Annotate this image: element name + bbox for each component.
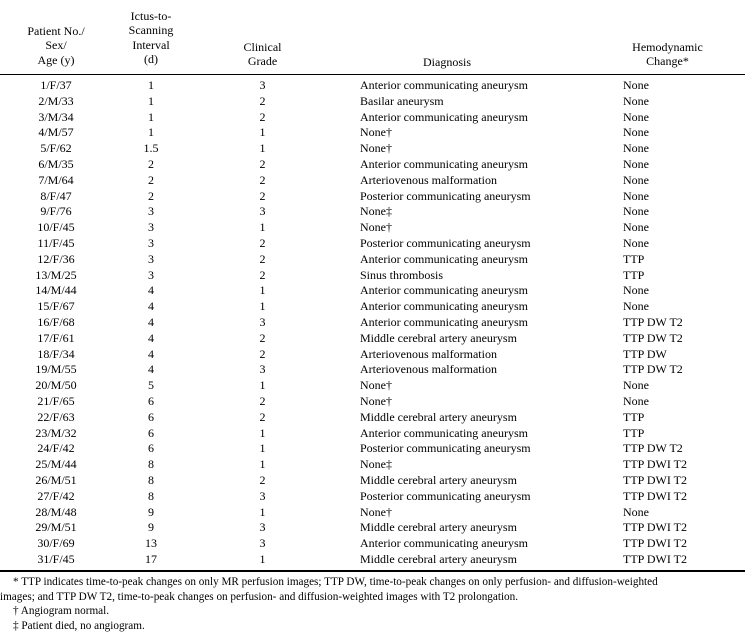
cell-grade: 1	[259, 378, 266, 393]
cell-grade: 2	[259, 109, 266, 124]
cell-patient: 11/F/45	[37, 235, 75, 250]
cell-patient: 20/M/50	[35, 378, 77, 393]
cell-diagnosis: None‡	[360, 204, 392, 219]
cell-diagnosis: Arteriovenous malformation	[360, 362, 497, 377]
table-row	[0, 552, 745, 568]
table-row	[0, 394, 745, 410]
cell-grade: 2	[259, 346, 266, 361]
cell-hemodynamic: TTP DW T2	[623, 314, 683, 329]
cell-diagnosis: None†	[360, 393, 392, 408]
cell-diagnosis: None†	[360, 504, 392, 519]
cell-patient: 30/F/69	[37, 536, 75, 551]
table-row	[0, 315, 745, 331]
cell-diagnosis: Anterior communicating aneurysm	[360, 251, 528, 266]
cell-diagnosis: Anterior communicating aneurysm	[360, 78, 528, 92]
cell-hemodynamic: TTP	[623, 425, 645, 440]
table-row	[0, 331, 745, 347]
table-body	[0, 78, 745, 568]
cell-patient: 21/F/65	[37, 393, 75, 408]
footnotes	[0, 575, 745, 633]
cell-hemodynamic: TTP DW T2	[623, 362, 683, 377]
cell-ictus: 1	[148, 109, 154, 124]
cell-hemodynamic: TTP DWI T2	[623, 488, 687, 503]
cell-diagnosis: Anterior communicating aneurysm	[360, 109, 528, 124]
cell-ictus: 3	[148, 204, 154, 219]
cell-diagnosis: Basilar aneurysm	[360, 93, 444, 108]
cell-grade: 2	[259, 393, 266, 408]
cell-diagnosis: None†	[360, 125, 392, 140]
cell-diagnosis: Arteriovenous malformation	[360, 172, 497, 187]
cell-patient: 10/F/45	[37, 220, 75, 235]
cell-grade: 2	[259, 330, 266, 345]
cell-patient: 15/F/67	[37, 299, 75, 314]
table-row	[0, 173, 745, 189]
cell-grade: 2	[259, 472, 266, 487]
cell-hemodynamic: None	[623, 156, 649, 171]
cell-patient: 19/M/55	[35, 362, 77, 377]
cell-grade: 1	[259, 425, 266, 440]
cell-hemodynamic: None	[623, 172, 649, 187]
footnote-star-line2: images; and TTP DW T2, time-to-peak changes on perfusion- and diffusion-weighted images with T2 prolongation.	[0, 590, 519, 603]
cell-diagnosis: Anterior communicating aneurysm	[360, 299, 528, 314]
table-row	[0, 410, 745, 426]
table-row	[0, 457, 745, 473]
cell-grade: 3	[259, 314, 266, 329]
cell-diagnosis: Middle cerebral artery aneurysm	[360, 330, 517, 345]
cell-diagnosis: Middle cerebral artery aneurysm	[360, 472, 517, 487]
cell-patient: 18/F/34	[37, 346, 75, 361]
cell-patient: 25/M/44	[35, 457, 77, 472]
cell-patient: 27/F/42	[37, 488, 75, 503]
cell-patient: 13/M/25	[35, 267, 77, 282]
cell-diagnosis: Posterior communicating aneurysm	[360, 488, 531, 503]
table-row	[0, 362, 745, 378]
cell-grade: 3	[259, 362, 266, 377]
cell-patient: 17/F/61	[37, 330, 75, 345]
cell-patient: 16/F/68	[37, 314, 75, 329]
cell-patient: 9/F/76	[40, 204, 72, 219]
cell-patient: 31/F/45	[37, 551, 75, 566]
cell-hemodynamic: None	[623, 283, 649, 298]
cell-patient: 22/F/63	[37, 409, 75, 424]
cell-ictus: 1.5	[143, 141, 159, 156]
table-row	[0, 189, 745, 205]
cell-grade: 1	[259, 441, 266, 456]
cell-hemodynamic: None	[623, 78, 649, 92]
cell-grade: 2	[259, 172, 266, 187]
cell-hemodynamic: None	[623, 220, 649, 235]
cell-grade: 2	[259, 93, 266, 108]
cell-ictus: 9	[148, 520, 154, 535]
footnote-double-dagger: ‡ Patient died, no angiogram.	[13, 619, 145, 632]
cell-ictus: 6	[148, 441, 154, 456]
header-patient: Patient No./ Sex/ Age (y)	[27, 24, 85, 67]
table-row	[0, 426, 745, 442]
cell-grade: 2	[259, 188, 266, 203]
cell-hemodynamic: None	[623, 125, 649, 140]
cell-patient: 8/F/47	[40, 188, 72, 203]
cell-ictus: 6	[148, 409, 154, 424]
cell-ictus: 6	[148, 425, 154, 440]
cell-hemodynamic: TTP DW T2	[623, 330, 683, 345]
table-row	[0, 505, 745, 521]
table-row	[0, 141, 745, 157]
cell-ictus: 4	[148, 299, 154, 314]
table-row	[0, 441, 745, 457]
cell-grade: 3	[259, 520, 266, 535]
cell-hemodynamic: None	[623, 204, 649, 219]
cell-ictus: 4	[148, 346, 154, 361]
cell-grade: 1	[259, 504, 266, 519]
cell-grade: 3	[259, 204, 266, 219]
table-row	[0, 489, 745, 505]
cell-ictus: 3	[148, 267, 154, 282]
cell-hemodynamic: None	[623, 141, 649, 156]
cell-ictus: 4	[148, 283, 154, 298]
cell-ictus: 2	[148, 188, 154, 203]
cell-patient: 23/M/32	[35, 425, 77, 440]
cell-hemodynamic: None	[623, 378, 649, 393]
cell-hemodynamic: TTP	[623, 267, 645, 282]
cell-ictus: 2	[148, 172, 154, 187]
cell-hemodynamic: TTP	[623, 409, 645, 424]
cell-ictus: 8	[148, 488, 154, 503]
cell-diagnosis: Sinus thrombosis	[360, 267, 444, 282]
cell-grade: 1	[259, 299, 266, 314]
cell-grade: 1	[259, 283, 266, 298]
cell-patient: 5/F/62	[40, 141, 72, 156]
cell-grade: 2	[259, 251, 266, 266]
header-diagnosis: Diagnosis	[423, 55, 471, 69]
cell-diagnosis: Arteriovenous malformation	[360, 346, 497, 361]
cell-ictus: 4	[148, 314, 154, 329]
table-row	[0, 378, 745, 394]
cell-diagnosis: Posterior communicating aneurysm	[360, 188, 531, 203]
cell-hemodynamic: None	[623, 235, 649, 250]
cell-grade: 2	[259, 267, 266, 282]
table-bottom-rule	[0, 570, 745, 572]
cell-diagnosis: None†	[360, 220, 392, 235]
cell-diagnosis: Middle cerebral artery aneurysm	[360, 520, 517, 535]
cell-grade: 3	[259, 78, 266, 92]
cell-grade: 3	[259, 488, 266, 503]
header-hemodynamic: Hemodynamic Change*	[632, 40, 703, 69]
cell-hemodynamic: TTP	[623, 251, 645, 266]
cell-ictus: 1	[148, 93, 154, 108]
cell-hemodynamic: TTP DWI T2	[623, 551, 687, 566]
cell-ictus: 1	[148, 125, 154, 140]
cell-hemodynamic: None	[623, 393, 649, 408]
cell-patient: 3/M/34	[38, 109, 74, 124]
cell-patient: 4/M/57	[38, 125, 74, 140]
cell-ictus: 6	[148, 393, 154, 408]
cell-ictus: 17	[145, 551, 157, 566]
table-row	[0, 252, 745, 268]
cell-grade: 2	[259, 409, 266, 424]
cell-patient: 24/F/42	[37, 441, 75, 456]
cell-grade: 2	[259, 235, 266, 250]
table-row	[0, 220, 745, 236]
cell-grade: 1	[259, 141, 266, 156]
table-row	[0, 268, 745, 284]
cell-hemodynamic: TTP DWI T2	[623, 520, 687, 535]
cell-diagnosis: Middle cerebral artery aneurysm	[360, 551, 517, 566]
footnote-dagger: † Angiogram normal.	[13, 605, 110, 618]
cell-patient: 28/M/48	[35, 504, 77, 519]
cell-patient: 1/F/37	[40, 78, 72, 92]
cell-patient: 12/F/36	[37, 251, 75, 266]
table-row	[0, 347, 745, 363]
cell-hemodynamic: TTP DWI T2	[623, 472, 687, 487]
table-row	[0, 536, 745, 552]
cell-patient: 2/M/33	[38, 93, 74, 108]
cell-diagnosis: None‡	[360, 457, 392, 472]
table-row	[0, 78, 745, 94]
cell-ictus: 4	[148, 330, 154, 345]
cell-patient: 29/M/51	[35, 520, 77, 535]
cell-hemodynamic: None	[623, 109, 649, 124]
table-header	[0, 0, 745, 74]
cell-hemodynamic: TTP DW	[623, 346, 667, 361]
cell-ictus: 8	[148, 457, 154, 472]
table-row	[0, 236, 745, 252]
cell-ictus: 8	[148, 472, 154, 487]
cell-diagnosis: Middle cerebral artery aneurysm	[360, 409, 517, 424]
header-rule	[0, 74, 745, 75]
cell-ictus: 3	[148, 251, 154, 266]
cell-diagnosis: Posterior communicating aneurysm	[360, 441, 531, 456]
table-row	[0, 125, 745, 141]
table-row	[0, 299, 745, 315]
cell-grade: 1	[259, 220, 266, 235]
table-row	[0, 110, 745, 126]
cell-hemodynamic: None	[623, 93, 649, 108]
footnote-star-line1: * TTP indicates time-to-peak changes on only MR perfusion images; TTP DW, time-to-peak changes on only perfusion- and diffusion-weighted	[13, 576, 658, 588]
table-row	[0, 204, 745, 220]
header-grade: Clinical Grade	[243, 40, 282, 69]
cell-hemodynamic: None	[623, 504, 649, 519]
cell-diagnosis: Anterior communicating aneurysm	[360, 425, 528, 440]
cell-ictus: 1	[148, 78, 154, 92]
cell-patient: 7/M/64	[38, 172, 74, 187]
cell-patient: 26/M/51	[35, 472, 77, 487]
cell-ictus: 3	[148, 235, 154, 250]
table-row	[0, 520, 745, 536]
cell-grade: 1	[259, 125, 266, 140]
cell-ictus: 13	[145, 536, 157, 551]
cell-ictus: 9	[148, 504, 154, 519]
cell-diagnosis: Posterior communicating aneurysm	[360, 235, 531, 250]
cell-hemodynamic: None	[623, 299, 649, 314]
cell-diagnosis: Anterior communicating aneurysm	[360, 314, 528, 329]
cell-ictus: 5	[148, 378, 154, 393]
cell-grade: 1	[259, 457, 266, 472]
table-row	[0, 157, 745, 173]
cell-diagnosis: None†	[360, 141, 392, 156]
cell-hemodynamic: TTP DW T2	[623, 441, 683, 456]
cell-ictus: 4	[148, 362, 154, 377]
cell-patient: 14/M/44	[35, 283, 77, 298]
cell-hemodynamic: TTP DWI T2	[623, 457, 687, 472]
cell-ictus: 2	[148, 156, 154, 171]
cell-diagnosis: Anterior communicating aneurysm	[360, 156, 528, 171]
cell-grade: 2	[259, 156, 266, 171]
table-row	[0, 283, 745, 299]
header-ictus: Ictus-to- Scanning Interval (d)	[128, 9, 174, 67]
cell-diagnosis: None†	[360, 378, 392, 393]
table-row	[0, 473, 745, 489]
cell-hemodynamic: None	[623, 188, 649, 203]
table-row	[0, 94, 745, 110]
cell-diagnosis: Anterior communicating aneurysm	[360, 283, 528, 298]
cell-hemodynamic: TTP DWI T2	[623, 536, 687, 551]
cell-patient: 6/M/35	[38, 156, 74, 171]
cell-ictus: 3	[148, 220, 154, 235]
cell-grade: 1	[259, 551, 266, 566]
cell-diagnosis: Anterior communicating aneurysm	[360, 536, 528, 551]
cell-grade: 3	[259, 536, 266, 551]
